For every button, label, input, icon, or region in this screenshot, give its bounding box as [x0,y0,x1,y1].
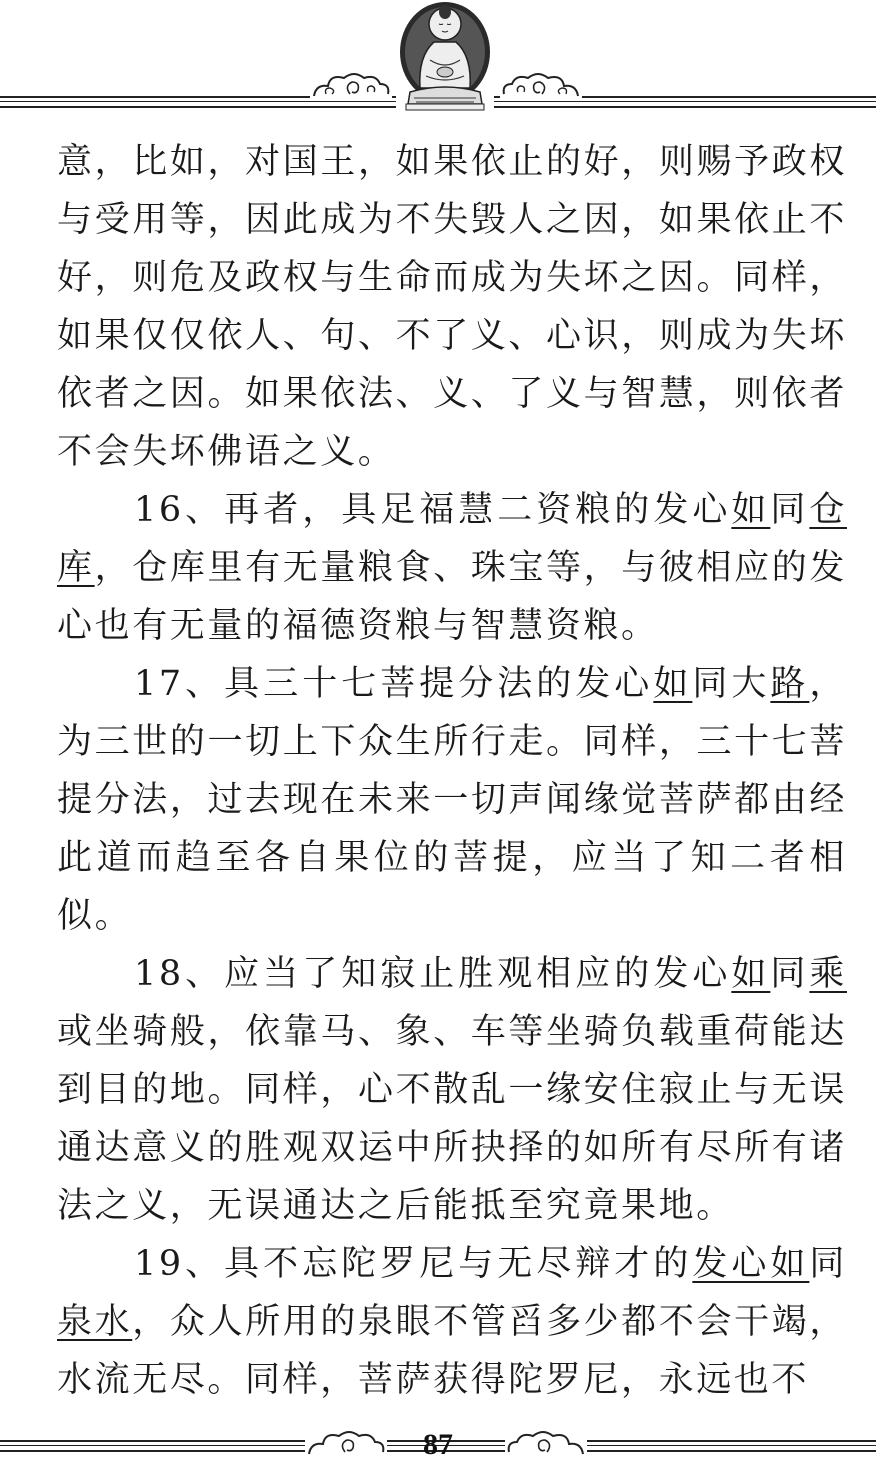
paragraph [57,945,847,1235]
underlined-text: 如 [731,954,771,994]
text-segment: 18、应当了知寂止胜观相应的发心 [134,954,732,994]
underlined-text: 路 [770,664,810,704]
underlined-text: 如 [653,664,693,704]
text-segment: ，为三世的一切上下众生所行走。同样，三十七菩提分法，过去现在未来一切声闻缘觉菩萨都由经此道而趋至各自果位的菩提，应当了知二者相似。 [57,664,847,936]
underlined-text: 如 [731,490,771,530]
buddha-ornament-icon [396,0,494,112]
text-segment: 19、具不忘陀罗尼与无尽辩才的 [134,1244,693,1284]
underlined-text: 泉水 [57,1302,133,1342]
text-segment: ，仓库里有无量粮食、珠宝等，与彼相应的发心也有无量的福德资粮与智慧资粮。 [57,548,847,646]
text-segment: 17、具三十七菩提分法的发心 [134,664,654,704]
text-segment: 同大 [692,664,771,704]
paragraph [57,1235,847,1409]
paragraph [57,133,847,481]
paragraph [57,655,847,945]
page-footer [0,1410,876,1471]
text-segment: 16、再者，具足福慧二资粮的发心 [134,490,732,530]
cloud-right-icon [500,70,582,100]
text-segment: 意，比如，对国王，如果依止的好，则赐予政权与受用等，因此成为不失毁人之因，如果依止不好，则危及政权与生命而成为失坏之因。同样，如果仅仅依人、句、不了义、心识，则成为失坏依者之因。如果依法、义、了义与智慧，则依者不会失坏佛语之义。 [57,142,847,472]
page-body [57,133,847,1409]
page-header [0,0,876,115]
text-segment: 同 [770,490,810,530]
underlined-text: 发心如 [692,1244,810,1284]
text-segment: 同 [770,954,810,994]
cloud-left-icon [310,70,392,100]
paragraph [57,481,847,655]
text-segment: 同 [809,1244,847,1284]
page-number: 87 [423,1428,453,1461]
underlined-text: 仓库 [57,490,847,588]
underlined-text: 乘 [809,954,847,994]
text-segment: 或坐骑般，依靠马、象、车等坐骑负载重荷能达到目的地。同样，心不散乱一缘安住寂止与无误通达意义的胜观双运中所抉择的如所有尽所有诸法之义，无误通达之后能抵至究竟果地。 [57,1012,847,1226]
text-segment: ，众人所用的泉眼不管舀多少都不会干竭，水流无尽。同样，菩萨获得陀罗尼，永远也不 [57,1302,848,1400]
